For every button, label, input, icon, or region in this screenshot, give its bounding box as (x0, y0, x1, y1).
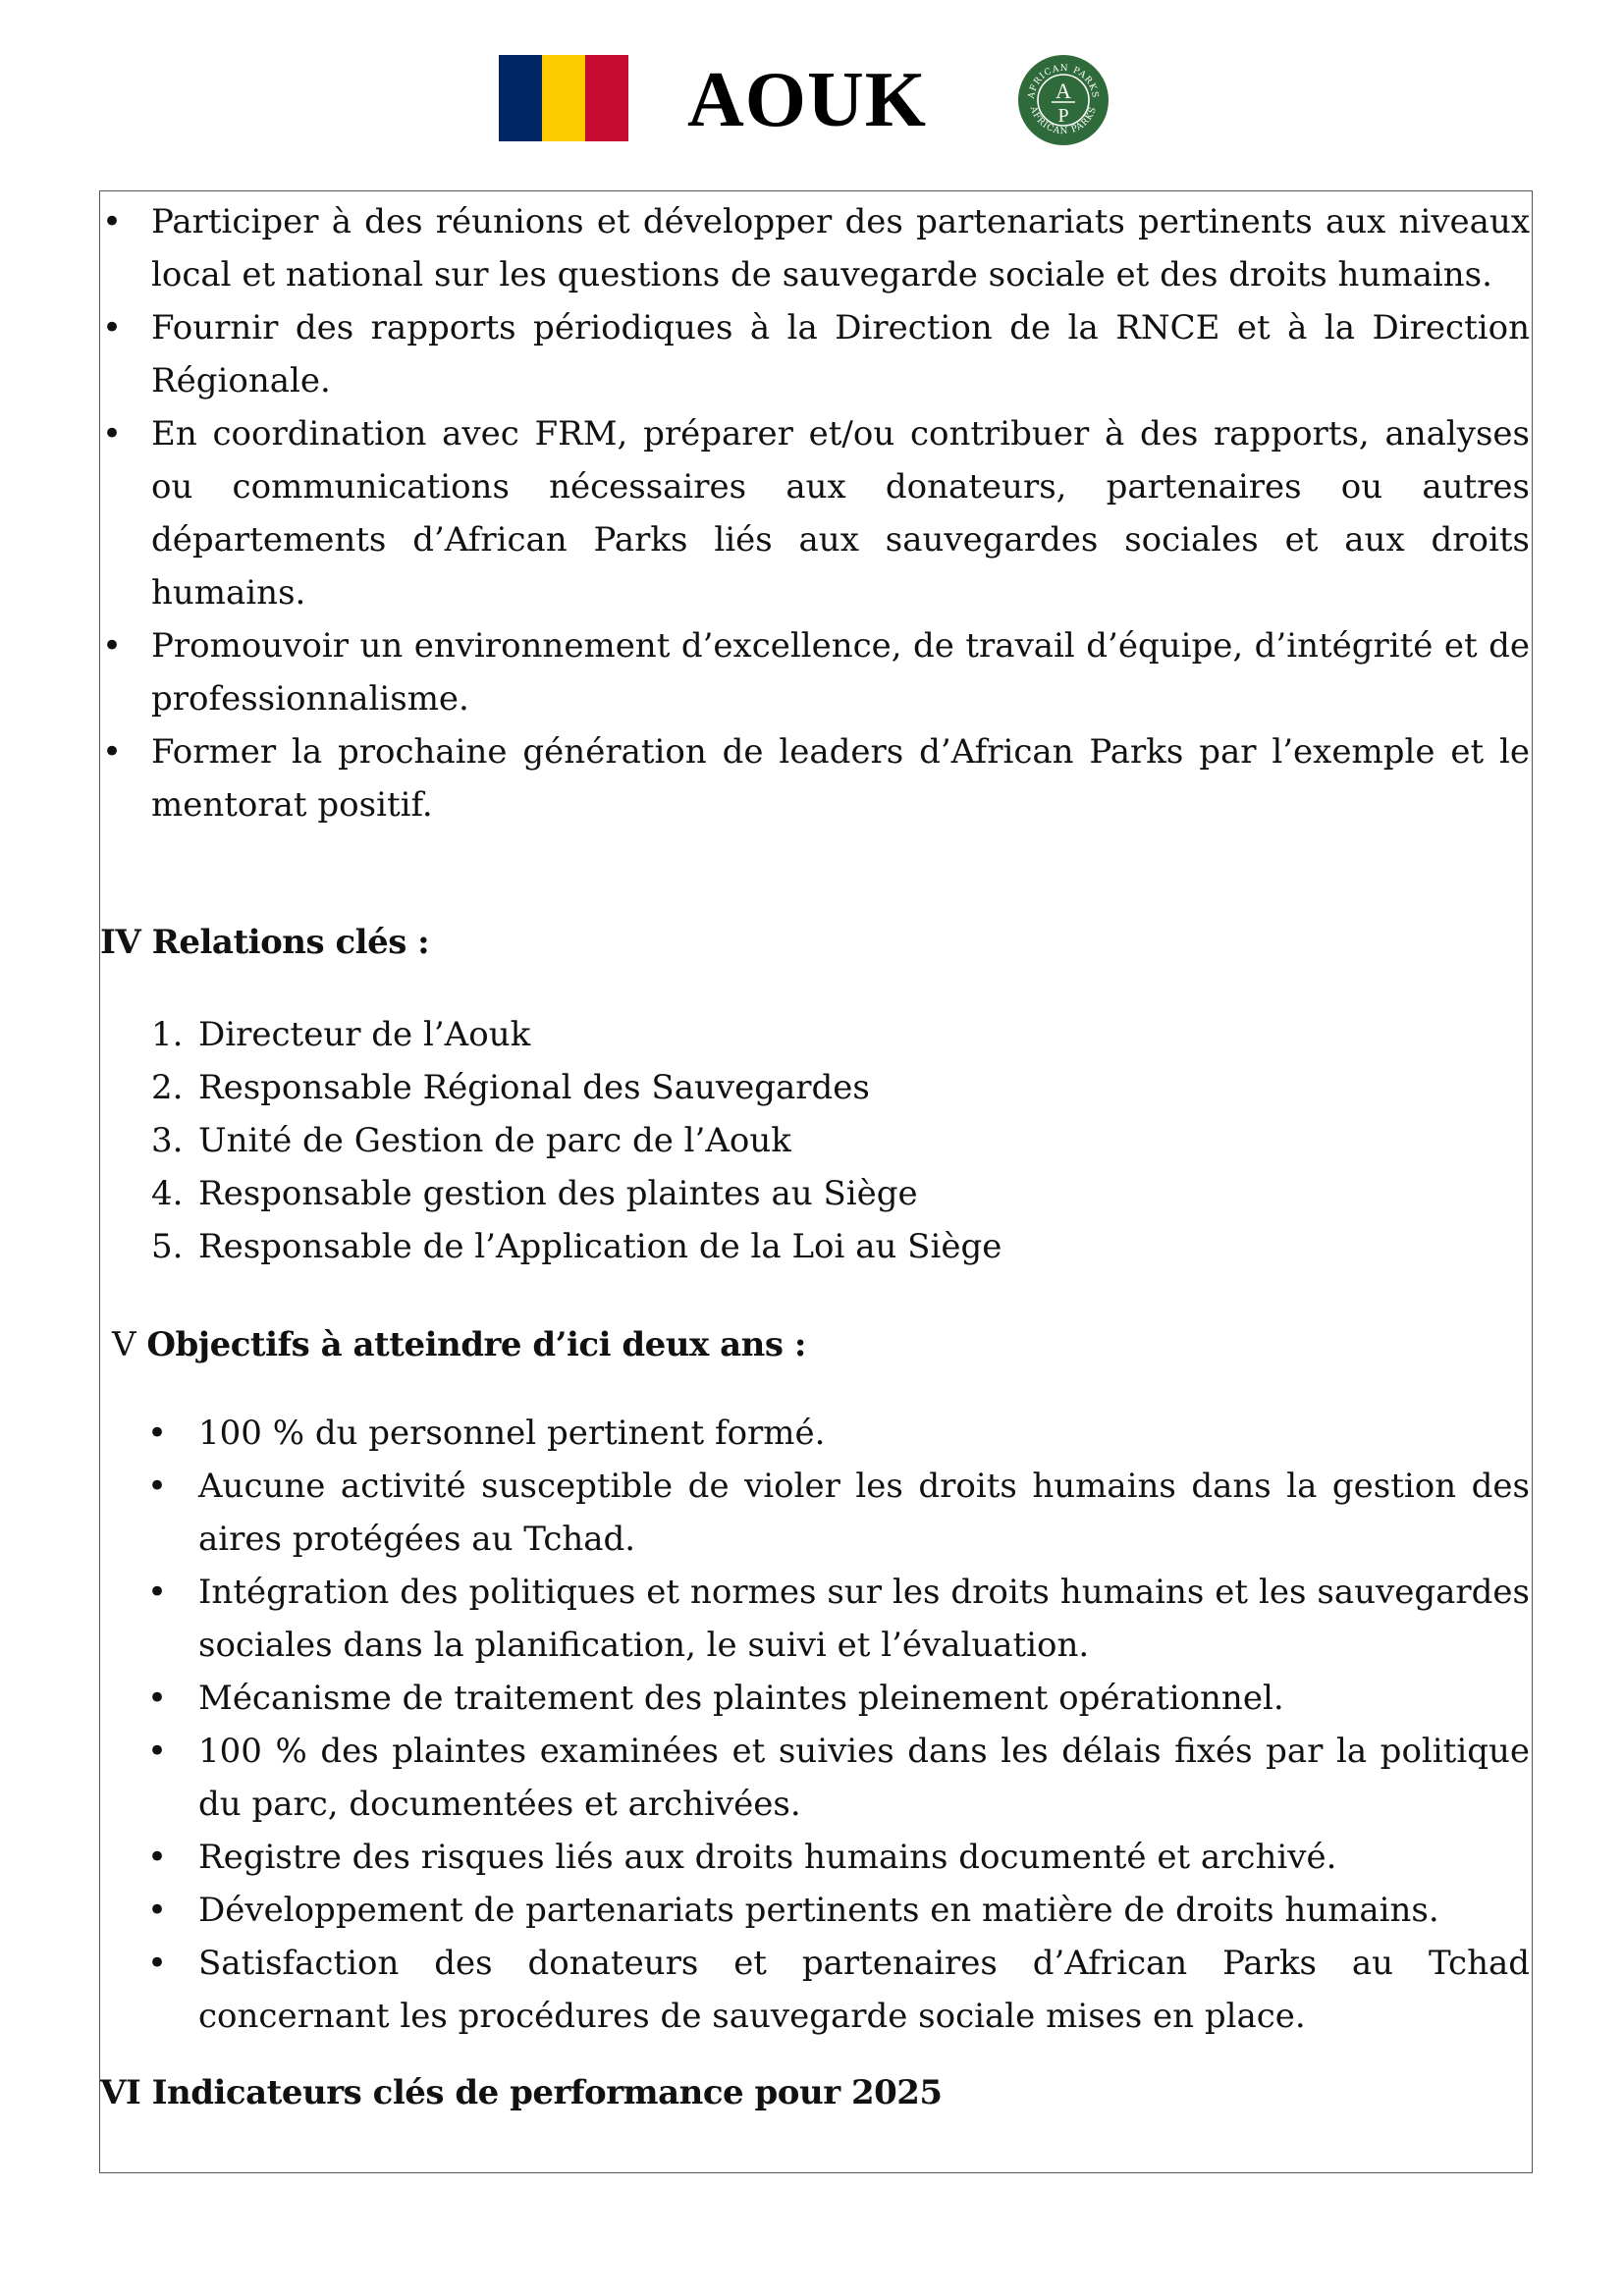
content-box (99, 190, 1533, 2173)
list-item: • En coordination avec FRM, préparer et/ou contribuer à des rapports, analyses ou communications nécessaires aux donateurs, partenaires ou autres départements d’African Parks liés aux sauvegardes sociales et aux droits humains. (100, 407, 1530, 619)
list-item: 2. Responsable Régional des Sauvegardes (151, 1068, 870, 1107)
list-item: • Aucune activité susceptible de violer les droits humains dans la gestion des aires protégées au Tchad. (100, 1460, 1530, 1566)
key-relations-list (100, 1008, 1475, 1273)
responsibilities-list (100, 195, 1530, 831)
logo-ring-text-top: AFRICAN PARKS (1026, 63, 1101, 100)
bullet-mark: • (102, 732, 123, 772)
bullet-mark: • (147, 1732, 168, 1771)
list-item: • Promouvoir un environnement d’excellence, de travail d’équipe, d’intégrité et de professionnalisme. (100, 619, 1530, 725)
list-item: • Registre des risques liés aux droits humains documenté et archivé. (100, 1831, 1530, 1884)
page-header (0, 51, 1624, 149)
section-v-number: V (112, 1325, 136, 1364)
bullet-mark: • (102, 626, 123, 666)
bullet-mark: • (102, 308, 123, 347)
list-item: 5. Responsable de l’Application de la Loi au Siège (151, 1227, 1002, 1266)
list-item: • Former la prochaine génération de leaders d’African Parks par l’exemple et le mentorat positif. (100, 725, 1530, 831)
flag-stripe-blue (499, 55, 542, 141)
bullet-mark: • (147, 1679, 168, 1718)
flag-stripe-yellow (542, 55, 585, 141)
list-item: • 100 % des plaintes examinées et suivies dans les délais fixés par la politique du parc, documentées et archivées. (100, 1725, 1530, 1831)
document-title: AOUK (687, 57, 927, 143)
list-item: • Mécanisme de traitement des plaintes pleinement opérationnel. (100, 1672, 1530, 1725)
list-item: • Satisfaction des donateurs et partenaires d’African Parks au Tchad concernant les procédures de sauvegarde sociale mises en place. (100, 1937, 1530, 2043)
bullet-mark: • (147, 1944, 168, 1983)
bullet-mark: • (147, 1414, 168, 1453)
bullet-mark: • (147, 1838, 168, 1877)
bullet-mark: • (147, 1573, 168, 1612)
logo-monogram-a: A (1056, 79, 1071, 103)
list-item: • Fournir des rapports périodiques à la Direction de la RNCE et à la Direction Régionale. (100, 301, 1530, 407)
bullet-mark: • (102, 202, 123, 241)
list-item: • Participer à des réunions et développer des partenariats pertinents aux niveaux local et national sur les questions de sauvegarde sociale et des droits humains. (100, 195, 1530, 301)
list-item: 1. Directeur de l’Aouk (151, 1015, 531, 1054)
bullet-mark: • (147, 1467, 168, 1506)
chad-flag-icon (499, 55, 628, 141)
list-item: 3. Unité de Gestion de parc de l’Aouk (151, 1121, 791, 1160)
section-v-title: Objectifs à atteindre d’ici deux ans : (146, 1325, 806, 1364)
section-iv-heading: IV Relations clés : (100, 923, 430, 962)
section-vi-heading: VI Indicateurs clés de performance pour 2025 (100, 2073, 943, 2112)
flag-stripe-red (585, 55, 628, 141)
list-item: • Développement de partenariats pertinents en matière de droits humains. (100, 1884, 1530, 1937)
section-v-heading (112, 1318, 806, 1371)
list-item: • Intégration des politiques et normes sur les droits humains et les sauvegardes sociales dans la planification, le suivi et l’évaluation. (100, 1566, 1530, 1672)
objectives-list (100, 1407, 1530, 2043)
bullet-mark: • (147, 1891, 168, 1930)
african-parks-logo-icon (1016, 53, 1110, 147)
bullet-mark: • (102, 414, 123, 454)
logo-monogram-p: P (1057, 105, 1069, 127)
logo-ring-text-bottom: AFRICAN PARKS (1027, 105, 1100, 137)
list-item: • 100 % du personnel pertinent formé. (100, 1407, 1530, 1460)
list-item: 4. Responsable gestion des plaintes au Siège (151, 1174, 918, 1213)
